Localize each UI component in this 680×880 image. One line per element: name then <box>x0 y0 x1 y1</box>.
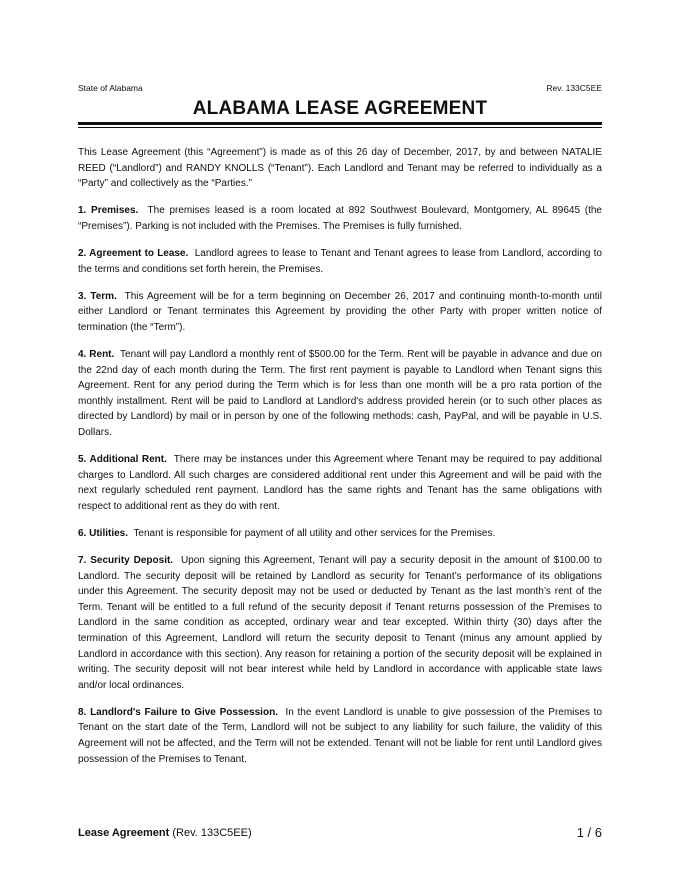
section-agreement-to-lease <box>78 246 602 277</box>
section-heading: 8. Landlord's Failure to Give Possession. <box>78 706 278 718</box>
footer-document-label <box>78 827 252 839</box>
section-heading: 1. Premises. <box>78 205 139 217</box>
section-heading: 2. Agreement to Lease. <box>78 247 189 259</box>
section-text: Landlord agrees to lease to Tenant and Tenant agrees to lease from Landlord, according to the terms and conditions set forth herein, the Premises. <box>78 247 602 275</box>
document-title: ALABAMA LEASE AGREEMENT <box>192 98 488 119</box>
section-text: Upon signing this Agreement, Tenant will pay a security deposit in the amount of $100.00 to Landlord. The security deposit will be retained by Landlord as security for Tenant’s performance of its obligations under this Agreement. The security deposit may not be used or deducted by Tenant as the last month’s rent of the Term. Tenant will be entitled to a full refund of the security deposit if Tenant returns possession of the Premises to Landlord in the same condition as accepted, ordinary wear and tear excepted. Within thirty (30) days after the termination of this Agreement, Landlord will return the security deposit to Tenant (minus any amount applied by Landlord in accordance with this section). Any reason for retaining a portion of the security deposit will be explained in writing. The security deposit will not bear interest while held by Landlord in accordance with applicable state laws and/or local ordinances. <box>78 554 602 691</box>
section-heading: 6. Utilities. <box>78 527 129 539</box>
state-label: State of Alabama <box>78 83 143 93</box>
section-failure-to-give-possession <box>78 705 602 767</box>
section-heading: 7. Security Deposit. <box>78 554 174 566</box>
section-security-deposit <box>78 553 602 693</box>
intro-paragraph: This Lease Agreement (this “Agreement”) is made as of this 26 day of December, 2017, by and between NATALIE REED (“Landlord”) and RANDY KNOLLS (“Tenant”). Each Landlord and Tenant may be referred to individually as a “Party” and collectively as the “Parties.” <box>78 147 602 190</box>
page-number: 1 / 6 <box>576 825 602 840</box>
section-heading: 3. Term. <box>78 290 117 302</box>
section-rent <box>78 347 602 441</box>
footer-doc-name: Lease Agreement <box>78 827 170 839</box>
section-text: The premises leased is a room located at 892 Southwest Boulevard, Montgomery, AL 89645 (the “Premises”). Parking is not included with the Premises. The Premises is fully furnished. <box>78 205 602 232</box>
title-rule-thick <box>78 122 602 125</box>
document-body <box>78 145 602 779</box>
section-additional-rent <box>78 452 602 514</box>
section-utilities <box>78 526 602 542</box>
section-heading: 4. Rent. <box>78 348 115 360</box>
title-rule-thin <box>78 127 602 128</box>
section-text: In the event Landlord is unable to give possession of the Premises to Tenant on the start date of the Term, Landlord will not be subject to any liability for such failure, the validity of this Agreement will not be affected, and the Term will not be extended. Tenant will not be liable for rent until Landlord gives possession of the Premises to Tenant. <box>78 706 603 765</box>
section-heading: 5. Additional Rent. <box>78 454 167 465</box>
section-text: Tenant is responsible for payment of all utility and other services for the Premises. <box>133 527 496 539</box>
revision-label: Rev. 133C5EE <box>546 83 602 93</box>
section-text: There may be instances under this Agreement where Tenant may be required to pay additional charges to Landlord. All such charges are considered additional rent under this Agreement and will be paid with the next regularly scheduled rent payment. Landlord has the same rights and Tenant has the same obligations with respect to additional rent as they do with rent. <box>78 454 602 512</box>
footer-doc-rev: (Rev. 133C5EE) <box>169 827 252 839</box>
section-premises <box>78 203 602 234</box>
section-term <box>78 289 602 336</box>
section-text: Tenant will pay Landlord a monthly rent of $500.00 for the Term. Rent will be payable in advance and due on the 22nd day of each month during the Term. The first rent payment is payable to Landlord when Tenant signs this Agreement. Rent for any period during the Term which is for less than one month will be a pro rata portion of the monthly installment. Rent will be paid to Landlord at Landlord's address provided herein (or to such other places as directed by Landlord) by mail or in person by one of the following methods: cash, PayPal, and will be payable in U.S. Dollars. <box>78 348 602 438</box>
section-text: This Agreement will be for a term beginning on December 26, 2017 and continuing month-to-month until either Landlord or Tenant terminates this Agreement by providing the other Party with proper written notice of termination (the “Term”). <box>78 290 602 333</box>
